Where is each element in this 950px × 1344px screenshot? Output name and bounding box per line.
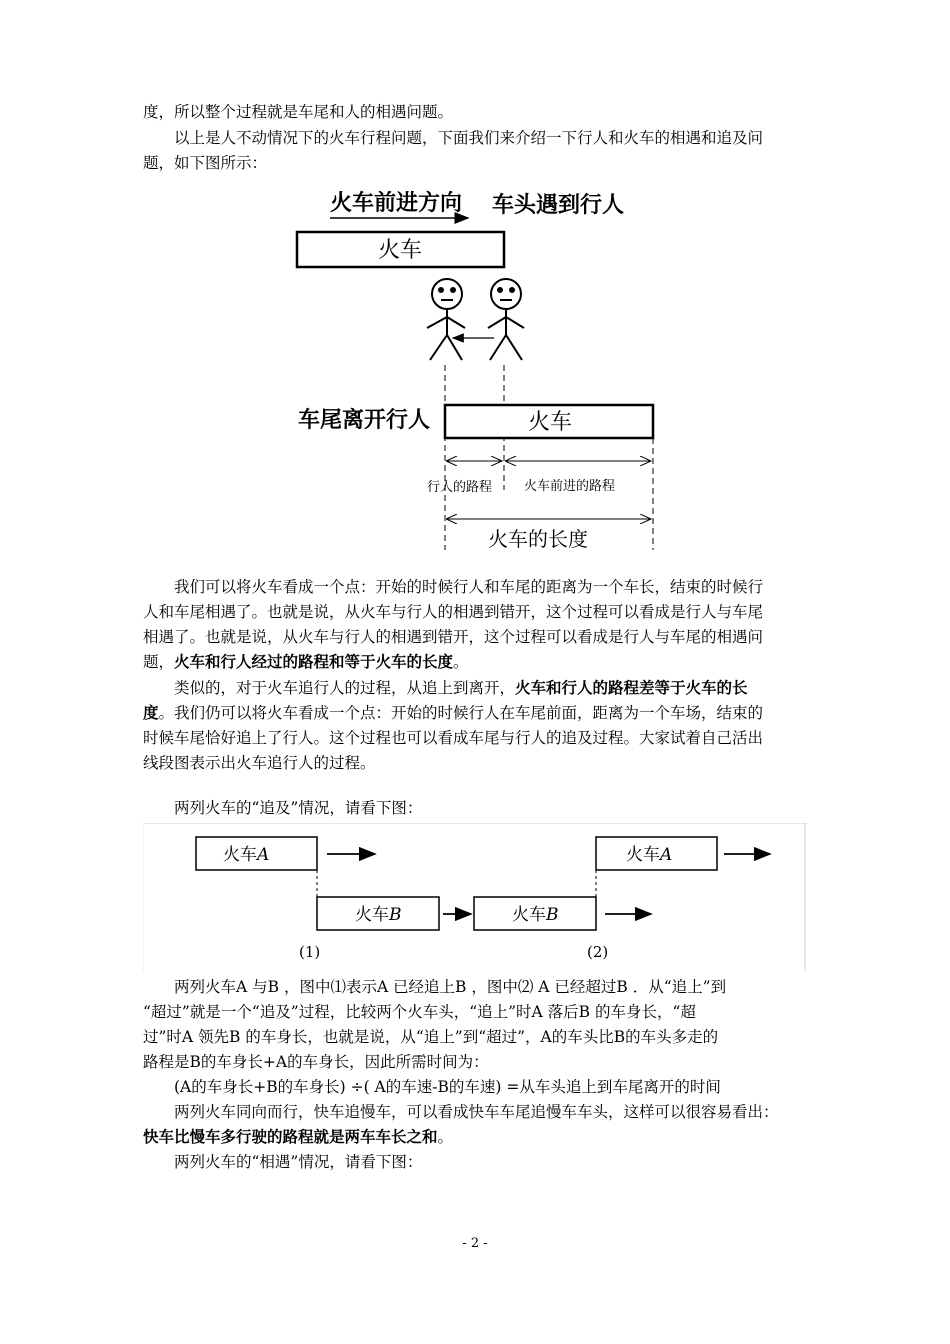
train-length-label: 火车的长度 [488, 527, 588, 551]
paragraph-line: 我们可以将火车看成一个点：开始的时候行人和车尾的距离为一个车长，结束的时候行 [174, 578, 764, 596]
paragraph-line: 线段图表示出火车追行人的过程。 [143, 754, 376, 772]
case-2-label: (2) [587, 943, 609, 961]
paragraph-line: 路程是B的车身长+A的车身长，因此所需时间为： [143, 1053, 489, 1071]
paragraph-line: 两列火车的“相遇”情况，请看下图： [174, 1153, 423, 1171]
paragraph-line: 过”时A 领先B 的车身长，也就是说，从“追上”到“超过”，A的车头比B的车头多走的 [143, 1028, 719, 1046]
paragraph-line: 度，所以整个过程就是车尾和人的相遇问题。 [143, 103, 454, 121]
paragraph-line: 时候车尾恰好追上了行人。这个过程也可以看成车尾与行人的追及过程。大家试着自己活出 [143, 729, 764, 747]
train-distance-label: 火车前进的路程 [524, 479, 616, 494]
emphasis-text: 度 [143, 703, 159, 722]
emphasis-text: 火车和行人的路程差等于火车的长 [515, 678, 748, 697]
pedestrian-icon [427, 279, 465, 360]
walker-distance-label: 行人的路程 [427, 480, 493, 495]
case-1-label: (1) [299, 943, 321, 961]
paragraph-line: 类似的，对于火车追行人的过程，从追上到离开，火车和行人的路程差等于火车的长 [174, 678, 748, 697]
train-overtake-diagram [143, 823, 807, 971]
paragraph-line: 题，火车和行人经过的路程和等于火车的长度。 [143, 652, 469, 671]
emphasis-text: 火车和行人经过的路程和等于火车的长度 [174, 652, 454, 671]
direction-label: 火车前进方向 [330, 191, 463, 216]
page-number: - 2 - [462, 1236, 488, 1251]
train-bottom-label: 火车 [528, 410, 573, 435]
paragraph-line: 度。我们仍可以将火车看成一个点：开始的时候行人在车尾前面，距离为一个车场，结束的 [143, 703, 764, 722]
paragraph-line: 以上是人不动情况下的火车行程问题，下面我们来介绍一下行人和火车的相遇和追及问 [174, 129, 764, 147]
paragraph-line: 两列火车A 与B ，图中⑴表示A 已经追上B ，图中⑵ A 已经超过B ．从“追上”到 [174, 978, 727, 996]
svg-text:火车A: 火车A [223, 845, 270, 865]
paragraph-line: 人和车尾相遇了。也就是说，从火车与行人的相遇到错开，这个过程可以看成是行人与车尾 [143, 603, 764, 621]
svg-text:火车B: 火车B [512, 905, 559, 925]
svg-text:火车B: 火车B [355, 905, 402, 925]
paragraph-line: 两列火车同向而行，快车追慢车，可以看成快车车尾追慢车车头，这样可以很容易看出： [174, 1103, 779, 1121]
formula-line: (A的车身长+B的车身长) ÷( A的车速-B的车速) =从车头追上到车尾离开的时间 [174, 1078, 721, 1096]
svg-text:火车A: 火车A [626, 845, 673, 865]
head-meet-label: 车头遇到行人 [492, 193, 625, 218]
paragraph-line: 相遇了。也就是说，从火车与行人的相遇到错开，这个过程可以看成是行人与车尾的相遇问 [143, 628, 764, 646]
paragraph-line: 快车比慢车多行驶的路程就是两车车长之和。 [143, 1127, 454, 1146]
paragraph-line: 两列火车的“追及”情况，请看下图： [174, 799, 423, 817]
train-top-label: 火车 [378, 238, 423, 263]
paragraph-line: 题，如下图所示： [143, 154, 268, 172]
tail-leave-label: 车尾离开行人 [298, 408, 431, 433]
train-pedestrian-diagram [290, 180, 670, 560]
pedestrian-icon [488, 279, 524, 360]
paragraph-line: “超过”就是一个“追及”过程，比较两个火车头，“追上”时A 落后B 的车身长，“超 [143, 1003, 696, 1021]
emphasis-text: 快车比慢车多行驶的路程就是两车车长之和 [143, 1127, 438, 1146]
